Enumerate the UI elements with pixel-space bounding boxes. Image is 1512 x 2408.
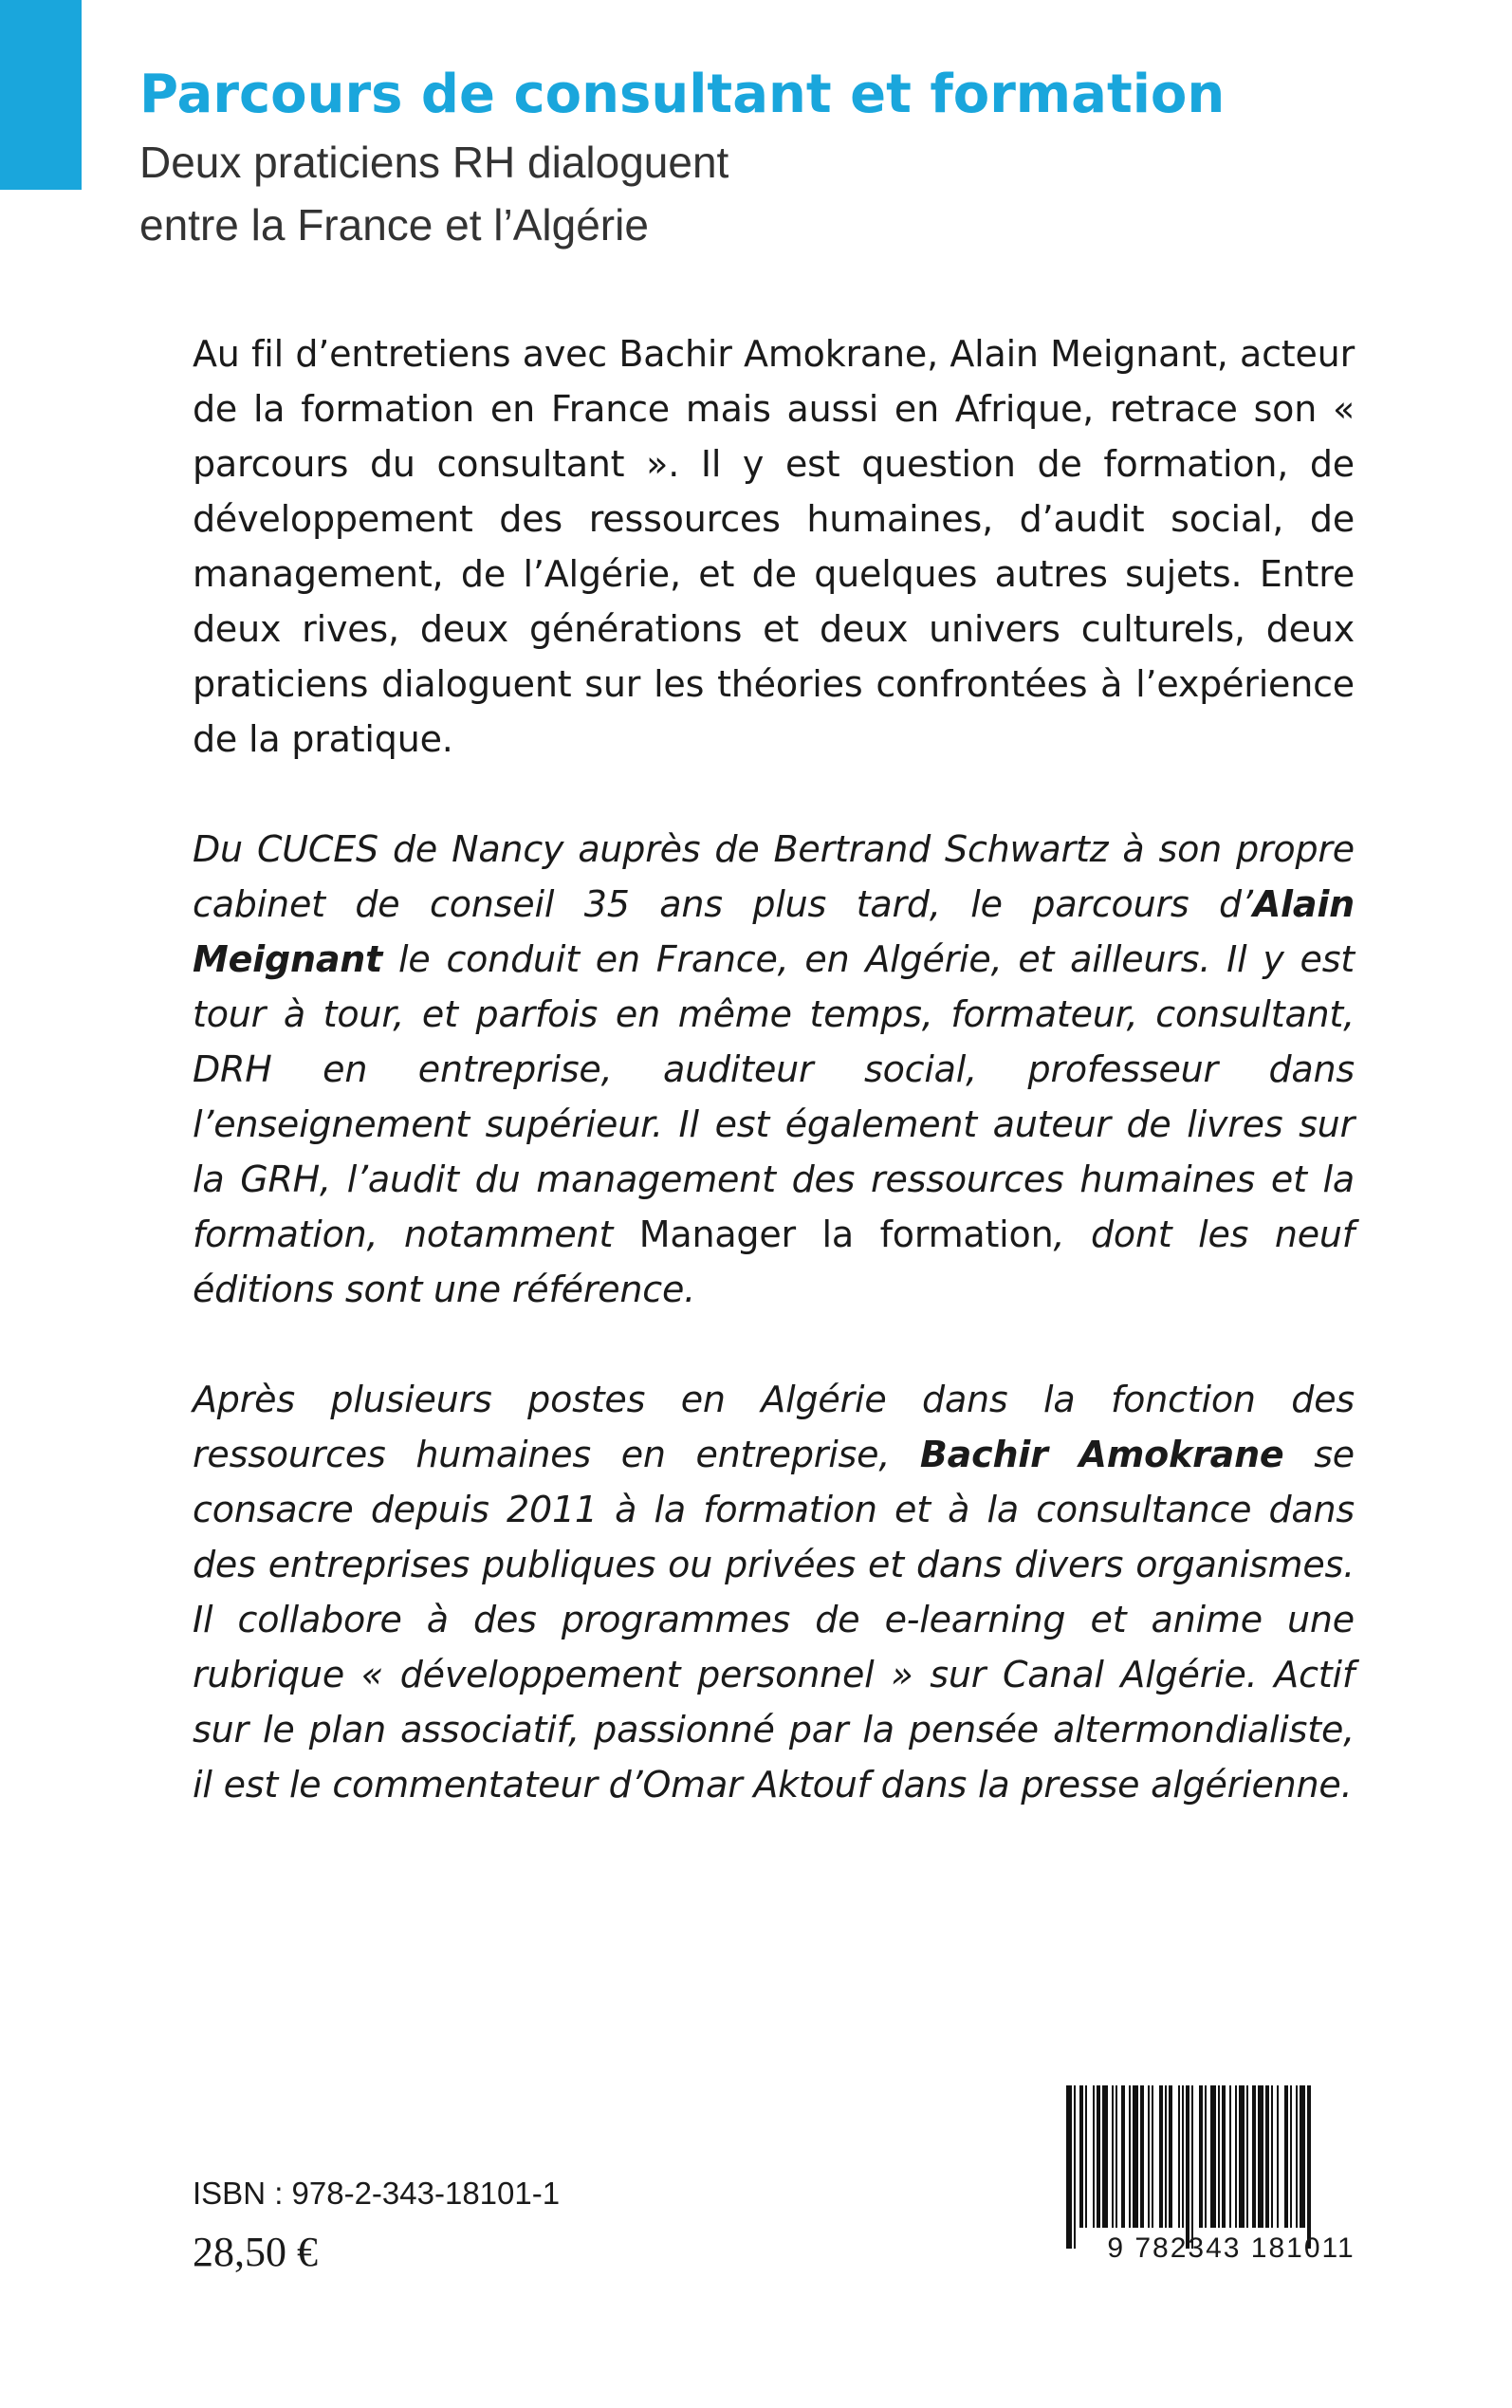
author-bio-amokrane	[193, 1372, 1355, 1812]
barcode-bar	[1169, 2085, 1172, 2228]
book-reference: Manager la formation	[638, 1213, 1054, 1255]
barcode-bar	[1102, 2085, 1108, 2228]
barcode-bar	[1116, 2085, 1117, 2228]
book-title: Parcours de consultant et formation	[139, 64, 1226, 125]
isbn-label: ISBN : 978-2-343-18101-1	[193, 2176, 561, 2211]
bio-text: , dont les neuf éditions sont une référence.	[193, 1213, 1355, 1310]
barcode-bar	[1222, 2085, 1226, 2228]
barcode-bar	[1296, 2085, 1298, 2228]
barcode-bar	[1284, 2085, 1288, 2228]
author-name: Alain Meignant	[193, 883, 1355, 980]
summary-paragraph: Au fil d’entretiens avec Bachir Amokrane, Alain Meignant, acteur de la formation en France mais aussi en Afrique, retrace son « parcours du consultant ». Il y est question de formation, de développement des ressources humaines, d’audit social, de management, de l’Algérie, et de quelques autres sujets. Entre deux rives, deux générations et deux univers culturels, deux praticiens dialoguent sur les théories confrontées à l’expérience de la pratique.	[193, 333, 1355, 760]
barcode-bar	[1097, 2085, 1100, 2228]
barcode-bar	[1079, 2085, 1083, 2228]
barcode-bar	[1271, 2085, 1273, 2228]
barcode-bar	[1277, 2085, 1279, 2228]
barcode-bar	[1152, 2085, 1153, 2228]
barcode-bar	[1121, 2085, 1125, 2228]
bio-text: Du CUCES de Nancy auprès de Bertrand Schwartz à son propre cabinet de conseil 35 ans plus tard, le parcours d’	[193, 828, 1355, 925]
barcode-bar	[1186, 2085, 1189, 2249]
barcode-digits: 9 782343 181011	[1107, 2232, 1355, 2264]
barcode-bar	[1239, 2085, 1245, 2228]
barcode-bar	[1112, 2085, 1114, 2228]
barcode-bar	[1300, 2085, 1305, 2228]
bio-text: le conduit en France, en Algérie, et ailleurs. Il y est tour à tour, et parfois en même temps, formateur, consultant, DRH en entreprise, auditeur social, professeur dans l’enseignement supérieur. Il est également auteur de livres sur la GRH, l’audit du management des ressources humaines et la formation, notamment	[193, 938, 1355, 1255]
barcode-bar	[1093, 2085, 1095, 2228]
barcode-bar	[1066, 2085, 1072, 2249]
barcode-bar	[1148, 2085, 1150, 2228]
price-label: 28,50 €	[193, 2229, 318, 2275]
author-name: Bachir Amokrane	[919, 1434, 1284, 1475]
author-bio-meignant	[193, 822, 1355, 1317]
barcode-bar	[1229, 2085, 1231, 2228]
barcode-bar	[1290, 2085, 1292, 2228]
barcode-bar	[1182, 2085, 1184, 2228]
accent-bar	[0, 0, 82, 190]
barcode-bar	[1205, 2085, 1207, 2228]
back-cover-text	[193, 326, 1355, 1812]
barcode-bar	[1074, 2085, 1076, 2249]
bio-text: se consacre depuis 2011 à la formation et à la consultance dans des entreprises publiques ou privées et dans divers organismes. Il collabore à des programmes de e-learning et anime une rubrique « développement personnel » sur Canal Algérie. Actif sur le plan associatif, passionné par la pensée altermondialiste, il est le commentateur d’Omar Aktouf dans la presse algérienne.	[193, 1434, 1355, 1806]
bio-text: Après plusieurs postes en Algérie dans la fonction des ressources humaines en entreprise,	[193, 1379, 1355, 1475]
barcode-bar	[1133, 2085, 1138, 2228]
barcode-bar	[1129, 2085, 1131, 2228]
barcode-bar	[1085, 2085, 1087, 2228]
barcode-bar	[1165, 2085, 1167, 2228]
barcode-bar	[1246, 2085, 1248, 2228]
barcode-bar	[1252, 2085, 1256, 2228]
barcode-bar	[1140, 2085, 1144, 2228]
barcode-bar	[1178, 2085, 1180, 2228]
book-subtitle	[139, 131, 1373, 256]
barcode-bar	[1235, 2085, 1237, 2228]
subtitle-line-2: entre la France et l’Algérie	[139, 200, 649, 250]
barcode-bar	[1265, 2085, 1269, 2228]
subtitle-line-1: Deux praticiens RH dialoguent	[139, 138, 729, 187]
barcode-bar	[1210, 2085, 1216, 2228]
barcode-bar	[1159, 2085, 1163, 2228]
barcode-bar	[1218, 2085, 1220, 2228]
barcode-bar	[1258, 2085, 1263, 2228]
barcode-bar	[1199, 2085, 1203, 2228]
barcode-bar	[1307, 2085, 1311, 2249]
barcode-bar	[1191, 2085, 1193, 2249]
